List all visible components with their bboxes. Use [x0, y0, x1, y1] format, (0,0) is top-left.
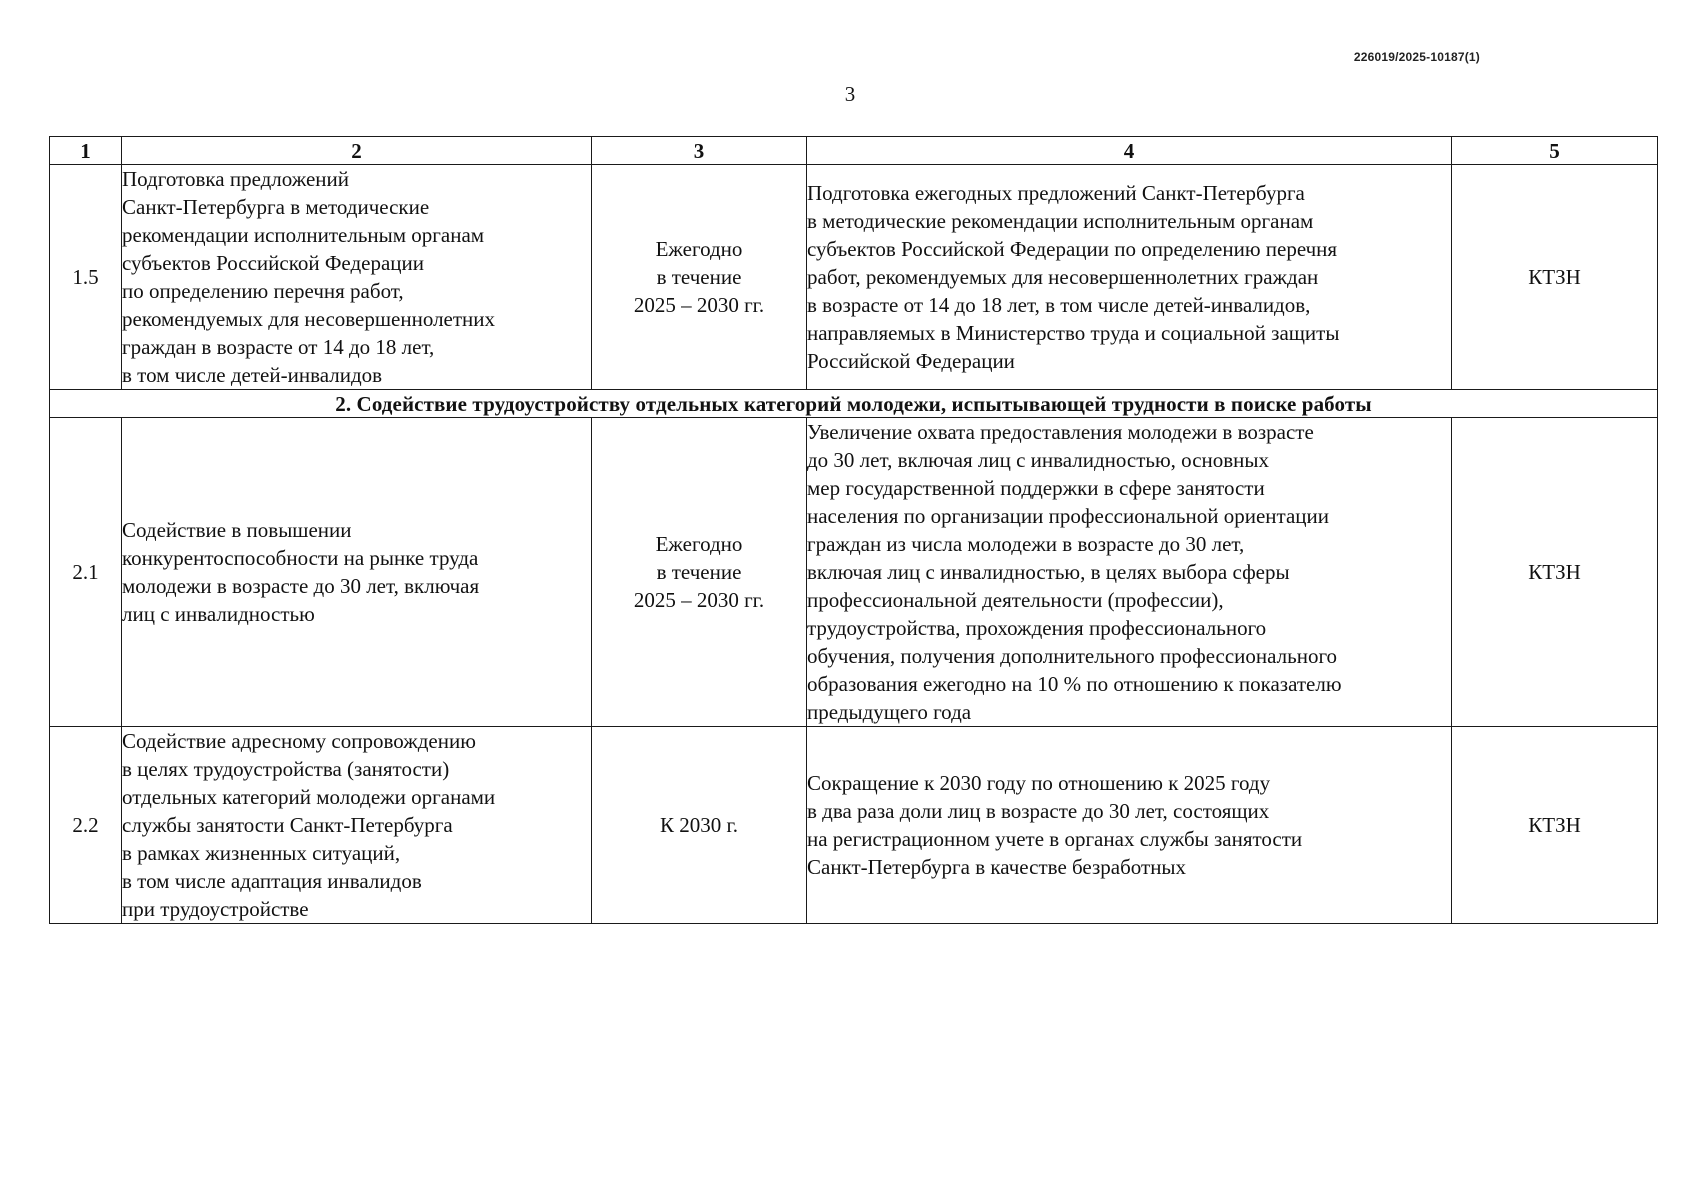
- result-line: населения по организации профессиональной ориентации: [807, 504, 1329, 528]
- row-number: 2.2: [50, 727, 122, 924]
- document-registration-number: 226019/2025-10187(1): [1353, 50, 1480, 64]
- result-line: профессиональной деятельности (профессии),: [807, 588, 1224, 612]
- term-line: К 2030 г.: [659, 813, 738, 837]
- measure-name-line: субъектов Российской Федерации: [122, 251, 425, 275]
- measure-name-line: отдельных категорий молодежи органами: [122, 785, 496, 809]
- implementation-term: [592, 727, 807, 924]
- result-line: обучения, получения дополнительного профессионального: [807, 644, 1338, 668]
- table-row: [50, 727, 1658, 924]
- column-header-2: 2: [122, 137, 592, 165]
- result-line: мер государственной поддержки в сфере занятости: [807, 476, 1265, 500]
- page-number: 3: [844, 82, 856, 106]
- measure-name-line: лиц с инвалидностью: [122, 602, 315, 626]
- measure-name-line: службы занятости Санкт-Петербурга: [122, 813, 453, 837]
- responsible-executor: КТЗН: [1452, 165, 1658, 390]
- result-line: Российской Федерации: [807, 349, 1015, 373]
- result-line: в возрасте от 14 до 18 лет, в том числе детей-инвалидов,: [807, 293, 1311, 317]
- measure-name: [122, 418, 592, 727]
- measure-name-line: молодежи в возрасте до 30 лет, включая: [122, 574, 480, 598]
- measure-name-line: Подготовка предложений: [122, 167, 350, 191]
- term-line: 2025 – 2030 гг.: [633, 588, 765, 612]
- measure-name-line: по определению перечня работ,: [122, 279, 404, 303]
- measure-name-line: в рамках жизненных ситуаций,: [122, 841, 401, 865]
- column-header-1: 1: [50, 137, 122, 165]
- section-title: 2. Содействие трудоустройству отдельных категорий молодежи, испытывающей трудности в поиске работы: [50, 390, 1658, 418]
- result-line: направляемых в Министерство труда и социальной защиты: [807, 321, 1340, 345]
- result-line: на регистрационном учете в органах службы занятости: [807, 827, 1303, 851]
- result-line: Подготовка ежегодных предложений Санкт-Петербурга: [807, 181, 1305, 205]
- measure-name-line: рекомендации исполнительным органам: [122, 223, 485, 247]
- implementation-term: [592, 165, 807, 390]
- result-line: предыдущего года: [807, 700, 972, 724]
- term-line: в течение: [656, 560, 742, 584]
- result-line: до 30 лет, включая лиц с инвалидностью, основных: [807, 448, 1270, 472]
- column-number-header-row: [50, 137, 1658, 165]
- result-line: образования ежегодно на 10 % по отношению к показателю: [807, 672, 1342, 696]
- measure-name-line: Содействие адресному сопровождению: [122, 729, 476, 753]
- result-line: Санкт-Петербурга в качестве безработных: [807, 855, 1187, 879]
- measure-name-line: в том числе адаптация инвалидов: [122, 869, 422, 893]
- measure-name-line: при трудоустройстве: [122, 897, 309, 921]
- expected-result: [807, 418, 1452, 727]
- responsible-executor: КТЗН: [1452, 727, 1658, 924]
- term-line: в течение: [656, 265, 742, 289]
- measure-name-line: рекомендуемых для несовершеннолетних: [122, 307, 496, 331]
- row-number: 2.1: [50, 418, 122, 727]
- measure-name-line: конкурентоспособности на рынке труда: [122, 546, 479, 570]
- result-line: включая лиц с инвалидностью, в целях выбора сферы: [807, 560, 1290, 584]
- result-line: трудоустройства, прохождения профессионального: [807, 616, 1267, 640]
- measure-name-line: Содействие в повышении: [122, 518, 352, 542]
- result-line: Сокращение к 2030 году по отношению к 2025 году: [807, 771, 1271, 795]
- expected-result: [807, 727, 1452, 924]
- responsible-executor: КТЗН: [1452, 418, 1658, 727]
- measures-table: [49, 136, 1658, 924]
- result-line: субъектов Российской Федерации по определению перечня: [807, 237, 1338, 261]
- term-line: 2025 – 2030 гг.: [633, 293, 765, 317]
- row-number: 1.5: [50, 165, 122, 390]
- measure-name-line: граждан в возрасте от 14 до 18 лет,: [122, 335, 435, 359]
- column-header-4: 4: [807, 137, 1452, 165]
- result-line: в методические рекомендации исполнительным органам: [807, 209, 1314, 233]
- expected-result: [807, 165, 1452, 390]
- measure-name: [122, 727, 592, 924]
- implementation-term: [592, 418, 807, 727]
- result-line: граждан из числа молодежи в возрасте до 30 лет,: [807, 532, 1245, 556]
- measure-name-line: в целях трудоустройства (занятости): [122, 757, 450, 781]
- term-line: Ежегодно: [655, 237, 743, 261]
- column-header-5: 5: [1452, 137, 1658, 165]
- column-header-3: 3: [592, 137, 807, 165]
- table-row: [50, 165, 1658, 390]
- term-line: Ежегодно: [655, 532, 743, 556]
- measure-name: [122, 165, 592, 390]
- measure-name-line: Санкт-Петербурга в методические: [122, 195, 430, 219]
- result-line: работ, рекомендуемых для несовершеннолетних граждан: [807, 265, 1319, 289]
- measure-name-line: в том числе детей-инвалидов: [122, 363, 383, 387]
- section-header-row: [50, 390, 1658, 418]
- result-line: Увеличение охвата предоставления молодежи в возрасте: [807, 420, 1314, 444]
- result-line: в два раза доли лиц в возрасте до 30 лет, состоящих: [807, 799, 1270, 823]
- table-row: [50, 418, 1658, 727]
